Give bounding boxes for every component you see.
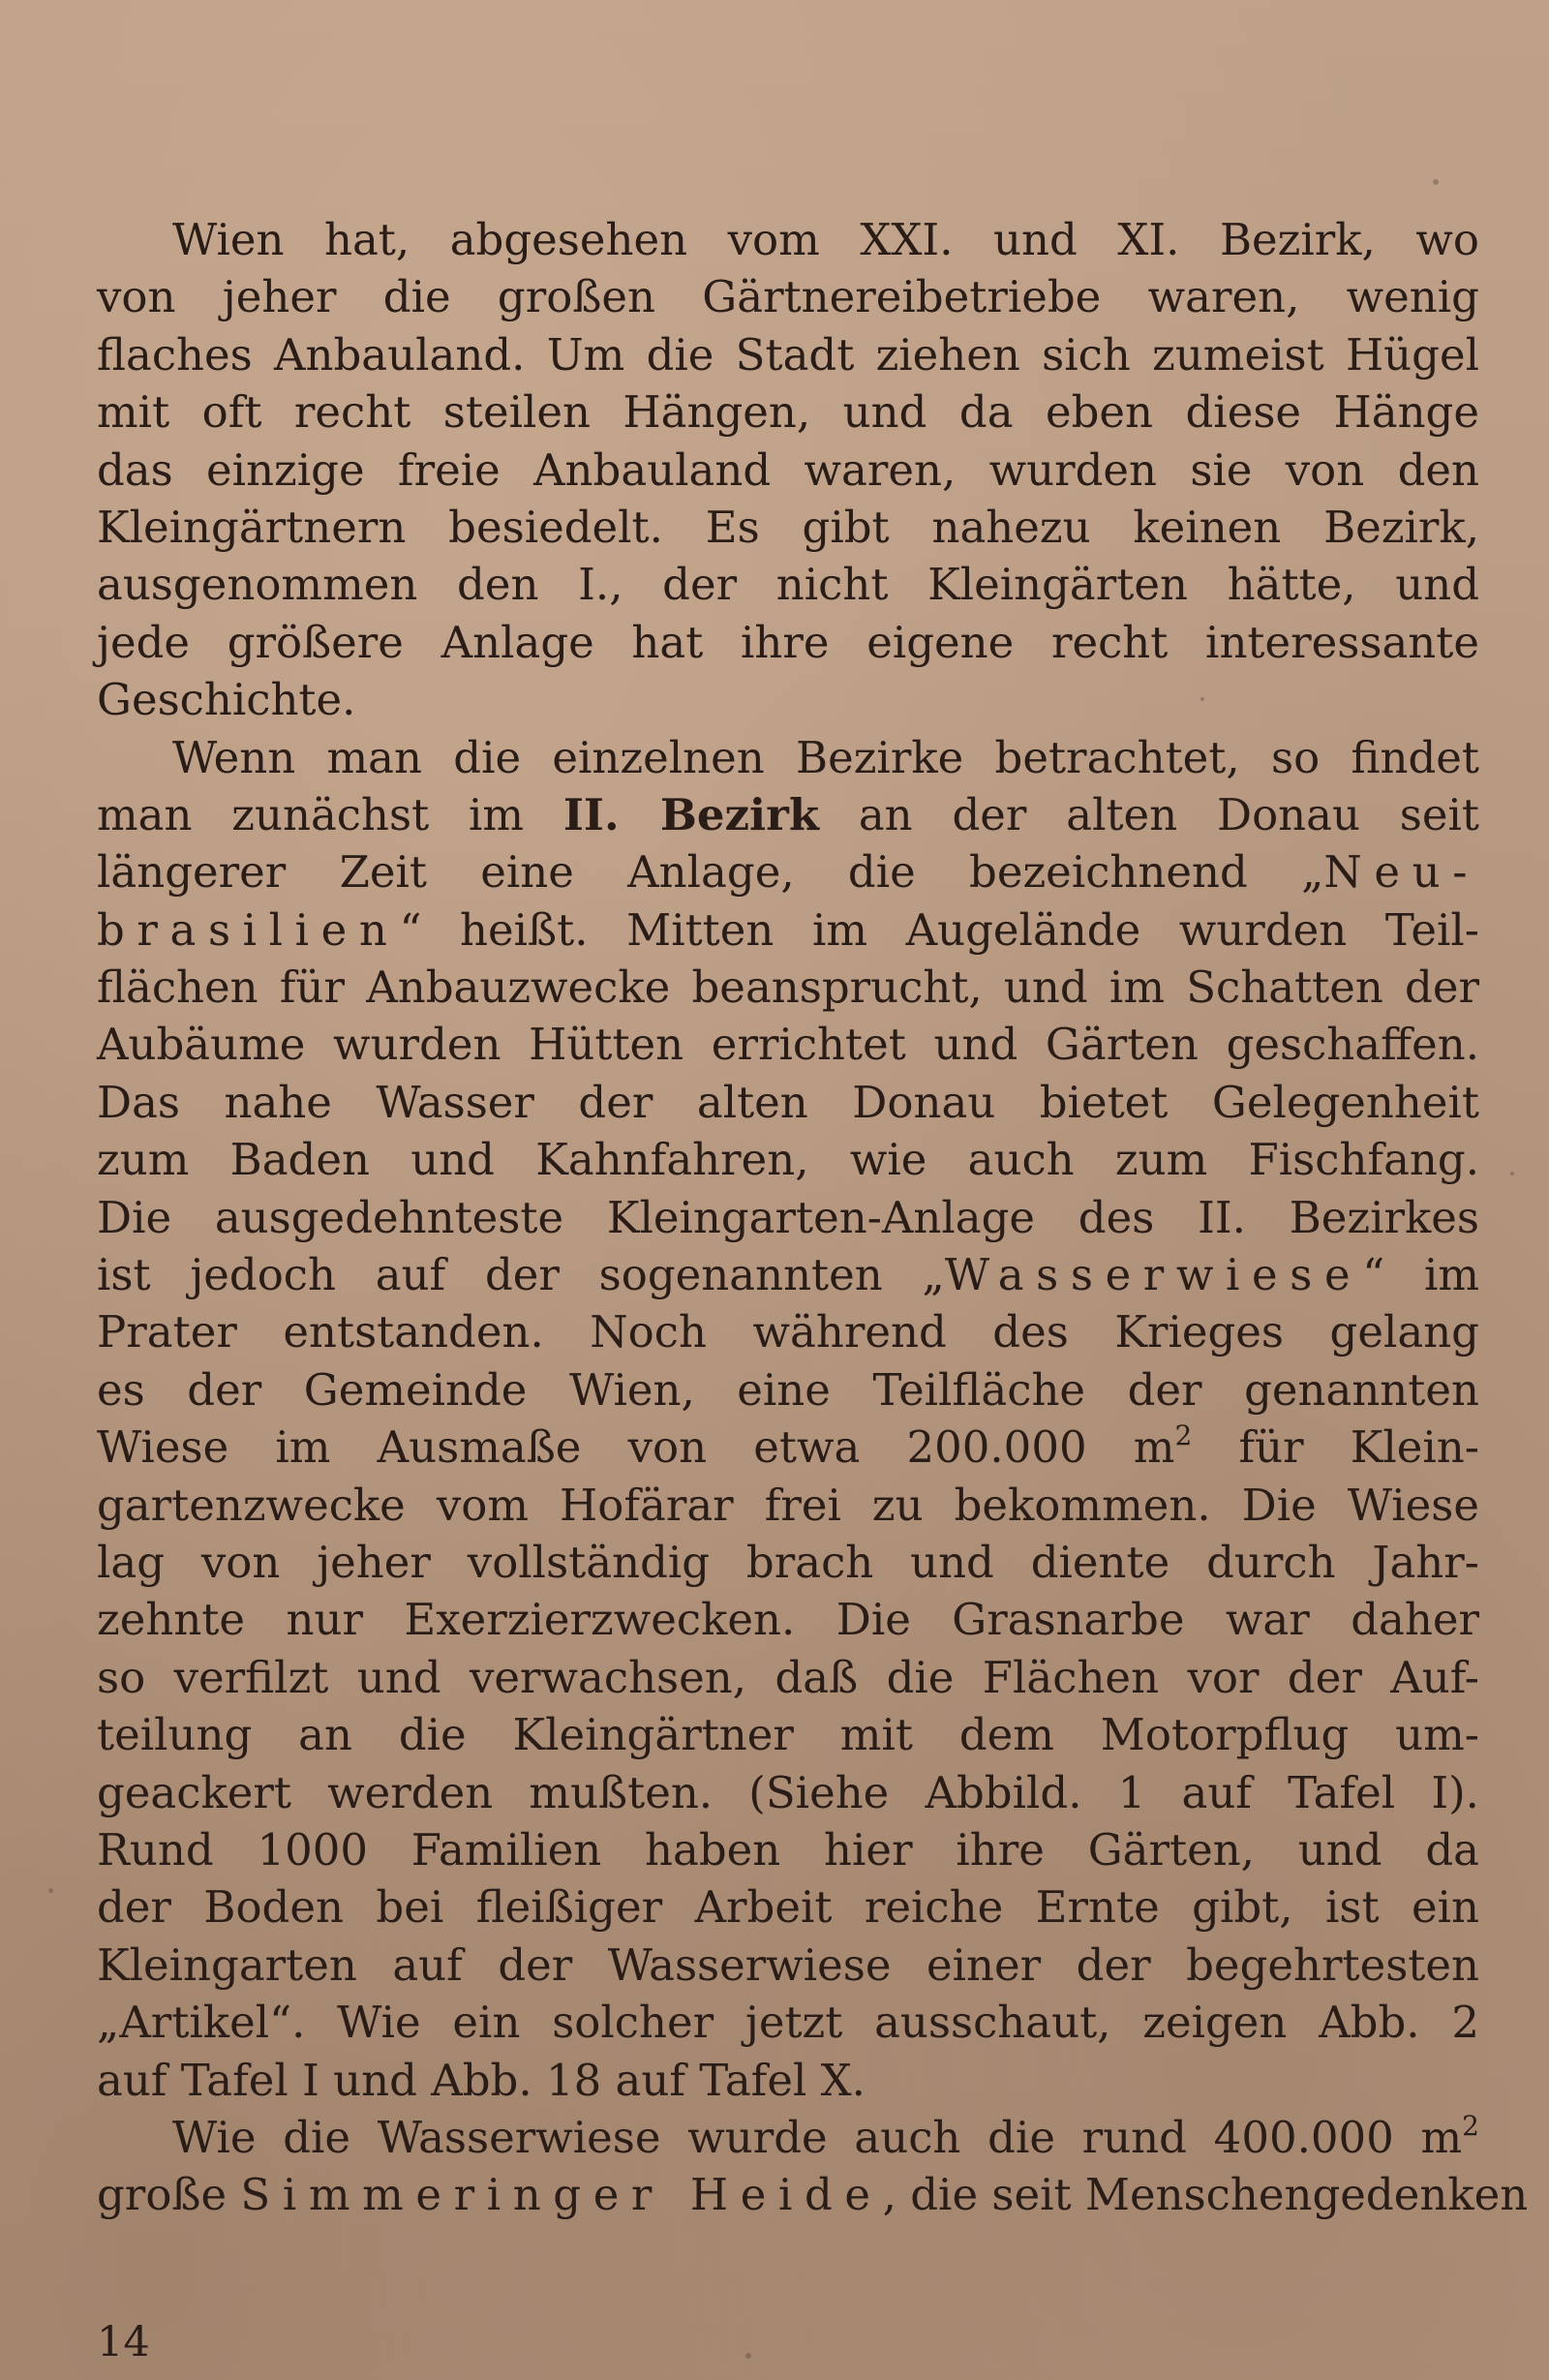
text-line: das einzige freie Anbauland waren, wurden sie von den: [97, 443, 1479, 496]
text-line: flaches Anbauland. Um die Stadt ziehen sich zumeist Hügel: [97, 328, 1479, 381]
text-line: [97, 1246, 1479, 1303]
text-line: ausgenommen den I., der nicht Kleingärten hätte, und: [97, 559, 1479, 611]
text-line: Rund 1000 Familien haben hier ihre Gärten, und da: [97, 1823, 1479, 1876]
text-span: “ heißt. Mitten im Augelände wurden Teil-: [399, 903, 1479, 956]
text-line: „Artikel“. Wie ein solcher jetzt ausschaut, zeigen Abb. 2: [97, 1997, 1479, 2049]
page-number: 14: [97, 2318, 150, 2366]
text-line: so verfilzt und verwachsen, daß die Flächen vor der Auf-: [97, 1651, 1479, 1703]
paper-speck: [745, 2353, 751, 2359]
superscript: 2: [1462, 2109, 1479, 2142]
text-line: teilung an die Kleingärtner mit dem Motorpflug um-: [97, 1709, 1479, 1761]
text-line: Geschichte.: [97, 674, 356, 726]
text-span: “ im: [1362, 1249, 1480, 1301]
text-line: [97, 901, 1479, 959]
text-line: Aubäume wurden Hütten errichtet und Gärten geschaffen.: [97, 1019, 1479, 1071]
spaced-name: Simmeringer Heide: [240, 2169, 883, 2221]
text-line: [97, 786, 1479, 843]
text-span: längerer Zeit eine Anlage, die bezeichnend „: [97, 846, 1324, 899]
bold-district: II. Bezirk: [562, 788, 820, 840]
text-line: auf Tafel I und Abb. 18 auf Tafel X.: [97, 2054, 866, 2106]
text-line: jede größere Anlage hat ihre eigene recht interessante: [97, 616, 1479, 668]
text-span: große: [97, 2169, 241, 2221]
text-line: Die ausgedehnteste Kleingarten-Anlage des II. Bezirkes: [97, 1191, 1479, 1243]
text-line: von jeher die großen Gärtnereibetriebe waren, wenig: [97, 271, 1479, 323]
paper-speck: [48, 1888, 53, 1893]
text-line: der Boden bei fleißiger Arbeit reiche Ernte gibt, ist ein: [97, 1881, 1479, 1934]
text-span: Wiese im Ausmaße von etwa 200.000 m: [97, 1421, 1175, 1474]
text-line: lag von jeher vollständig brach und diente durch Jahr-: [97, 1536, 1479, 1588]
text-span: für Klein-: [1192, 1421, 1479, 1474]
text-span: Wie die Wasserwiese wurde auch die rund 400.000 m: [172, 2111, 1463, 2163]
text-line: Das nahe Wasser der alten Donau bietet Gelegenheit: [97, 1076, 1479, 1128]
text-span: man zunächst im: [97, 788, 563, 840]
superscript: 2: [1174, 1419, 1193, 1452]
text-line: Wien hat, abgesehen vom XXI. und XI. Bezirk, wo: [172, 214, 1479, 265]
paragraph-1: [97, 211, 1479, 729]
text-line: gartenzwecke vom Hofärar frei zu bekommen. Die Wiese: [97, 1479, 1479, 1531]
text-line: Kleingarten auf der Wasserwiese einer der begehrtesten: [97, 1938, 1479, 1991]
text-line: [97, 2166, 1529, 2223]
text-line: flächen für Anbauzwecke beansprucht, und im Schatten der: [97, 961, 1479, 1014]
spaced-name: Wasserwiese: [944, 1249, 1363, 1301]
text-line: [97, 843, 1479, 900]
text-line: Prater entstanden. Noch während des Krieges gelang: [97, 1306, 1479, 1358]
text-span: ist jedoch auf der sogenannten „: [97, 1249, 945, 1301]
text-line: es der Gemeinde Wien, eine Teilfläche der genannten: [97, 1363, 1479, 1416]
text-line: mit oft recht steilen Hängen, und da eben diese Hänge: [97, 386, 1479, 439]
paper-speck: [1510, 1172, 1514, 1175]
body-text: [97, 211, 1529, 2224]
text-line: Wenn man die einzelnen Bezirke betrachtet, so findet: [172, 731, 1479, 783]
text-span: an der alten Donau seit: [819, 788, 1479, 840]
text-line: [97, 2109, 1479, 2166]
paragraph-3: [97, 2109, 1529, 2224]
text-line: [97, 1419, 1479, 1476]
spaced-name: Neu-: [1323, 846, 1479, 899]
text-line: zehnte nur Exerzierzwecken. Die Grasnarbe war daher: [97, 1594, 1479, 1646]
text-line: geackert werden mußten. (Siehe Abbild. 1 auf Tafel I).: [97, 1766, 1479, 1818]
spaced-name: brasilien: [97, 903, 400, 956]
paper-speck: [1433, 179, 1439, 185]
text-line: Kleingärtnern besiedelt. Es gibt nahezu keinen Bezirk,: [97, 501, 1479, 553]
text-span: , die seit Menschengedenken: [882, 2169, 1529, 2221]
paragraph-2: [97, 729, 1479, 2109]
text-line: zum Baden und Kahnfahren, wie auch zum Fischfang.: [97, 1134, 1479, 1186]
